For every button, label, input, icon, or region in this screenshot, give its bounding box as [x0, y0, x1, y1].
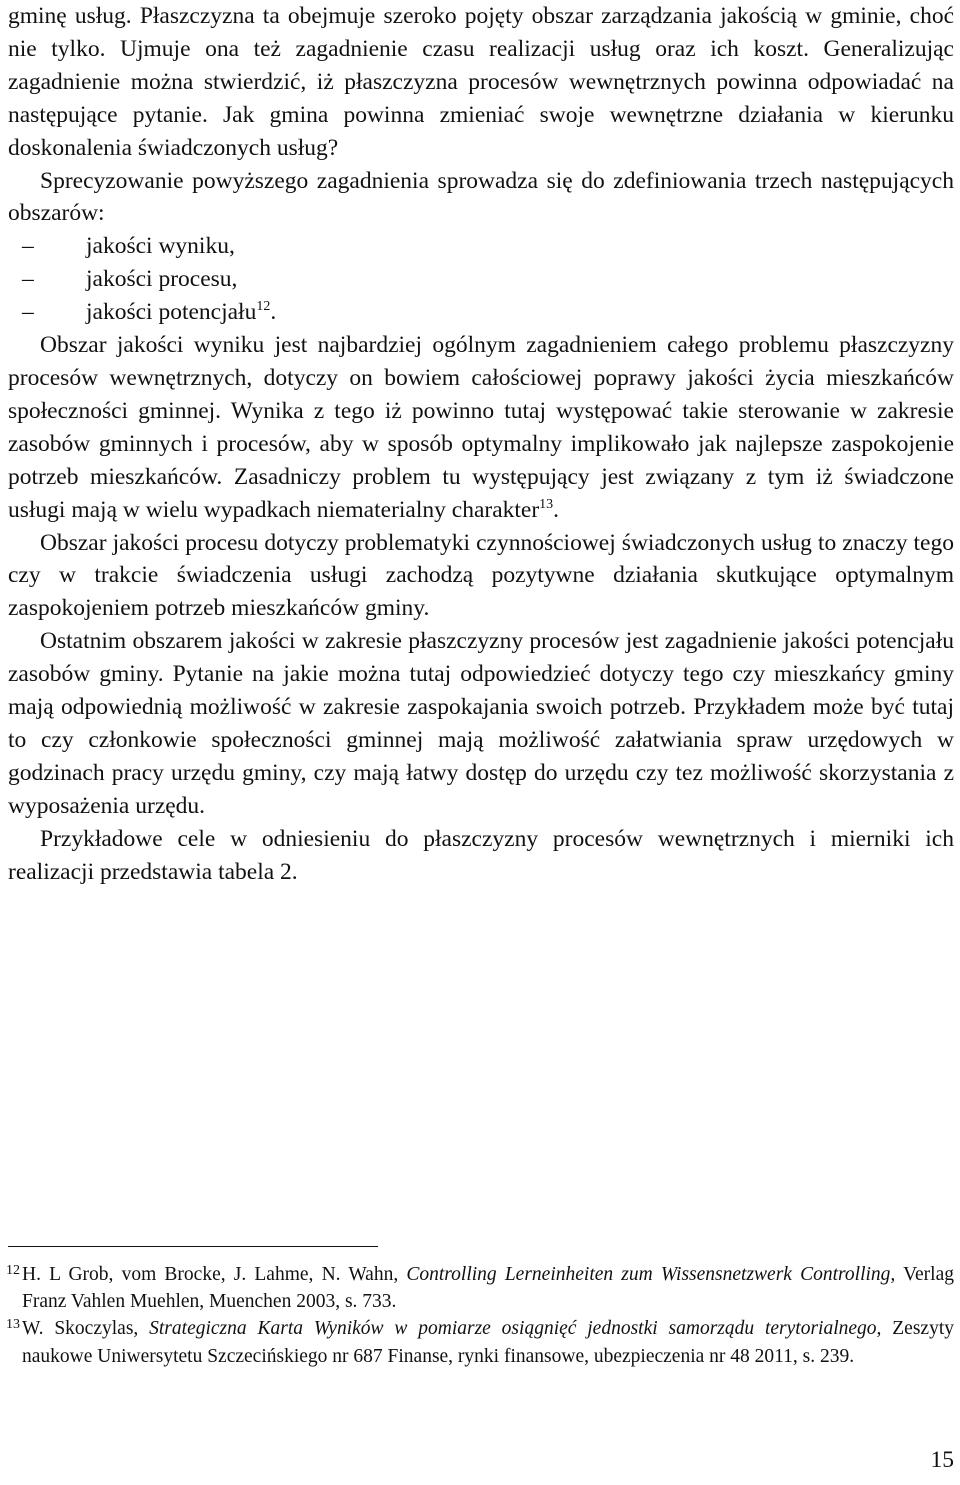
list-dash: –	[22, 299, 34, 326]
list-item	[8, 263, 954, 296]
list-dash: –	[22, 266, 34, 293]
main-text	[8, 0, 954, 888]
paragraph-1: gminę usług. Płaszczyzna ta obejmuje szeroko pojęty obszar zarządzania jakością w gminie, choć nie tylko. Ujmuje ona też zagadnienie czasu realizacji usług oraz ich koszt. Generalizując zagadnienie można stwierdzić, iż płaszczyzna procesów wewnętrznych powinna odpowiadać na następujące pytanie. Jak gmina powinna zmieniać swoje wewnętrzne działania w kierunku doskonalenia świadczonych usług?	[8, 3, 954, 161]
quality-areas-list	[8, 230, 954, 329]
footnote-title: Strategiczna Karta Wyników w pomiarze osiągnięć jednostki samorządu terytorialnego,	[149, 1318, 882, 1340]
footnote-13: 13 W. Skoczylas, Strategiczna Karta Wyników w pomiarze osiągnięć jednostki samorządu terytorialnego, Zeszyty naukowe Uniwersytetu Szczecińskiego nr 687 Finanse, rynki finansowe, ubezpieczenia nr 48 2011, s. 239.	[6, 1317, 955, 1367]
list-dash: –	[22, 233, 34, 260]
page-body	[8, 0, 954, 888]
footnote-ref-13[interactable]: 13	[539, 496, 554, 512]
paragraph-6: Przykładowe cele w odniesieniu do płaszczyzny procesów wewnętrznych i mierniki ich realizacji przedstawia tabela 2.	[8, 825, 954, 885]
footnote-12: 12 H. L Grob, vom Brocke, J. Lahme, N. Wahn, Controlling Lerneinheiten zum Wissensnetzwerk Controlling, Verlag Franz Vahlen Muehlen, Muenchen 2003, s. 733.	[6, 1263, 955, 1313]
list-item-text: jakości potencjału	[86, 299, 257, 326]
list-item	[8, 230, 954, 263]
list-item-text: jakości wyniku,	[86, 233, 235, 260]
footnote-authors: H. L Grob, vom Brocke, J. Lahme, N. Wahn,	[22, 1264, 407, 1285]
footnote-publisher: Zeszyty naukowe Uniwersytetu Szczecińskiego nr 687 Finanse, rynki finansowe, ubezpieczenia nr 48 2011, s. 239.	[22, 1318, 955, 1367]
paragraph-3	[8, 329, 954, 526]
footnote-divider	[8, 1246, 378, 1247]
footnote-ref-12[interactable]: 12	[256, 299, 271, 315]
paragraph-2: Sprecyzowanie powyższego zagadnienia sprowadza się do zdefiniowania trzech następujących obszarów:	[8, 167, 954, 227]
footnote-authors: W. Skoczylas,	[22, 1318, 150, 1340]
list-item	[8, 296, 954, 329]
paragraph-4: Obszar jakości procesu dotyczy problematyki czynnościowej świadczonych usług to znaczy tego czy w trakcie świadczenia usługi zachodzą pozytywne działania skutkujące optymalnym zaspokojeniem potrzeb mieszkańców gminy.	[8, 529, 954, 622]
footnotes-section	[8, 1246, 954, 1370]
list-item-text: jakości procesu,	[86, 266, 238, 293]
paragraph-5: Ostatnim obszarem jakości w zakresie płaszczyzny procesów jest zagadnienie jakości potencjału zasobów gminy. Pytanie na jakie można tutaj odpowiedzieć dotyczy tego czy mieszkańcy gminy mają odpowiednią możliwość w zakresie zaspokajania swoich potrzeb. Przykładem może być tutaj to czy członkowie społeczności gminnej mają możliwość załatwiania spraw urzędowych w godzinach pracy urzędu gminy, czy mają łatwy dostęp do urzędu czy tez możliwość skorzystania z wyposażenia urzędu.	[8, 628, 954, 819]
footnote-title: Controlling Lerneinheiten zum Wissensnetzwerk Controlling,	[406, 1264, 896, 1285]
footnote-publisher: Verlag Franz Vahlen Muehlen, Muenchen 2003, s. 733.	[22, 1264, 955, 1313]
page-number: 15	[930, 1447, 954, 1473]
list-item-end: .	[270, 299, 277, 326]
paragraph-3-text: Obszar jakości wyniku jest najbardziej ogólnym zagadnieniem całego problemu płaszczyzny procesów wewnętrznych, dotyczy on bowiem całościowej poprawy jakości życia mieszkańców społeczności gminnej. Wynika z tego iż powinno tutaj występować takie sterowanie w zakresie zasobów gminnych i procesów, aby w sposób optymalny implikowało jak najlepsze zaspokojenie potrzeb mieszkańców. Zasadniczy problem tu występujący jest związany z tym iż świadczone usługi mają w wielu wypadkach niematerialny charakter	[8, 332, 954, 523]
paragraph-3-end: .	[553, 496, 560, 523]
